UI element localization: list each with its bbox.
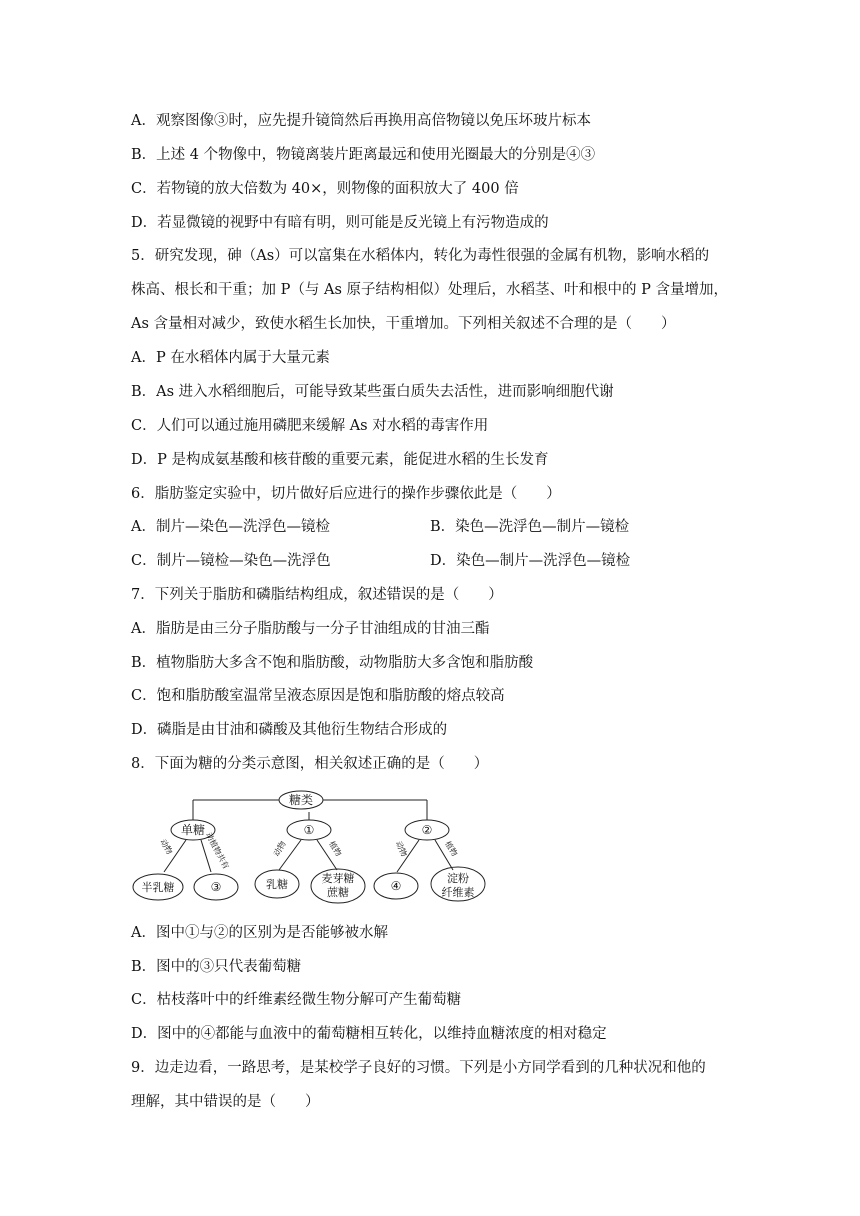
option-7b: B．植物脂肪大多含不饱和脂肪酸，动物脂肪大多含饱和脂肪酸 [131, 655, 534, 671]
question-5-line-2: 株高、根长和干重；加 P（与 As 原子结构相似）处理后，水稻茎、叶和根中的 P 含量增加， [131, 282, 728, 298]
option-4a: A．观察图像③时，应先提升镜筒然后再换用高倍物镜以免压坏玻片标本 [131, 113, 591, 129]
label-mono: 单糖 [180, 823, 206, 837]
sugar-classification-diagram [131, 790, 511, 910]
label-n3: ③ [210, 880, 222, 894]
label-galactose: 半乳糖 [141, 881, 175, 894]
question-9-line-2: 理解，其中错误的是（ ） [131, 1094, 320, 1110]
option-7d: D．磷脂是由甘油和磷酸及其他衍生物结合形成的 [131, 722, 448, 738]
option-6b: B．染色—洗浮色—制片—镜检 [430, 519, 630, 535]
label-n4: ④ [390, 879, 402, 893]
question-7: 7．下列关于脂肪和磷脂结构组成，叙述错误的是（ ） [131, 587, 503, 603]
label-n1: ① [303, 823, 315, 837]
option-5a: A．P 在水稻体内属于大量元素 [131, 350, 330, 366]
option-8a: A．图中①与②的区别为是否能够被水解 [131, 925, 388, 941]
label-root: 糖类 [288, 793, 314, 807]
label-sucrose: 蔗糖 [327, 886, 349, 899]
option-4d: D．若显微镜的视野中有暗有明，则可能是反光镜上有污物造成的 [131, 215, 549, 231]
label-cellulose: 纤维素 [441, 886, 475, 899]
label-lactose: 乳糖 [266, 878, 288, 891]
option-5c: C．人们可以通过施用磷肥来缓解 As 对水稻的毒害作用 [131, 418, 489, 434]
option-7c: C．饱和脂肪酸室温常呈液态原因是饱和脂肪酸的熔点较高 [131, 688, 505, 704]
label-n2: ② [421, 823, 433, 837]
label-maltose: 麦芽糖 [321, 872, 355, 885]
option-8b: B．图中的③只代表葡萄糖 [131, 959, 302, 975]
edge-label-n2-animal: 动物 [393, 839, 409, 859]
option-5d: D．P 是构成氨基酸和核苷酸的重要元素，能促进水稻的生长发育 [131, 452, 549, 468]
option-6a: A．制片—染色—洗浮色—镜检 [131, 519, 330, 535]
option-8c: C．枯枝落叶中的纤维素经微生物分解可产生葡萄糖 [131, 992, 462, 1008]
edge-label-mono-shared: 动植物共有 [203, 831, 231, 871]
question-8: 8．下面为糖的分类示意图，相关叙述正确的是（ ） [131, 756, 489, 772]
question-5-line-3: As 含量相对减少，致使水稻生长加快，干重增加。下列相关叙述不合理的是（ ） [131, 316, 676, 332]
edge-label-n2-plant: 植物 [443, 839, 460, 858]
option-7a: A．脂肪是由三分子脂肪酸与一分子甘油组成的甘油三酯 [131, 621, 490, 637]
edge-label-n1-animal: 动物 [271, 839, 288, 858]
label-starch: 淀粉 [447, 872, 469, 885]
question-9-line-1: 9．边走边看，一路思考，是某校学子良好的习惯。下列是小方同学看到的几种状况和他的 [131, 1060, 706, 1076]
option-8d: D．图中的④都能与血液中的葡萄糖相互转化，以维持血糖浓度的相对稳定 [131, 1026, 607, 1042]
option-5b: B．As 进入水稻细胞后，可能导致某些蛋白质失去活性，进而影响细胞代谢 [131, 384, 614, 400]
option-4c: C．若物镜的放大倍数为 40×，则物像的面积放大了 400 倍 [131, 181, 519, 197]
question-5-line-1: 5．研究发现，砷（As）可以富集在水稻体内，转化为毒性很强的金属有机物，影响水稻的 [131, 248, 710, 264]
question-6: 6．脂肪鉴定实验中，切片做好后应进行的操作步骤依此是（ ） [131, 486, 561, 502]
edge-label-mono-animal: 动物 [158, 837, 175, 856]
option-4b: B．上述 4 个物像中，物镜离装片距离最远和使用光圈最大的分别是④③ [131, 147, 596, 163]
option-6c: C．制片—镜检—染色—洗浮色 [131, 553, 331, 569]
edge-label-n1-plant: 植物 [327, 839, 344, 858]
option-6d: D．染色—制片—洗浮色—镜检 [430, 553, 631, 569]
